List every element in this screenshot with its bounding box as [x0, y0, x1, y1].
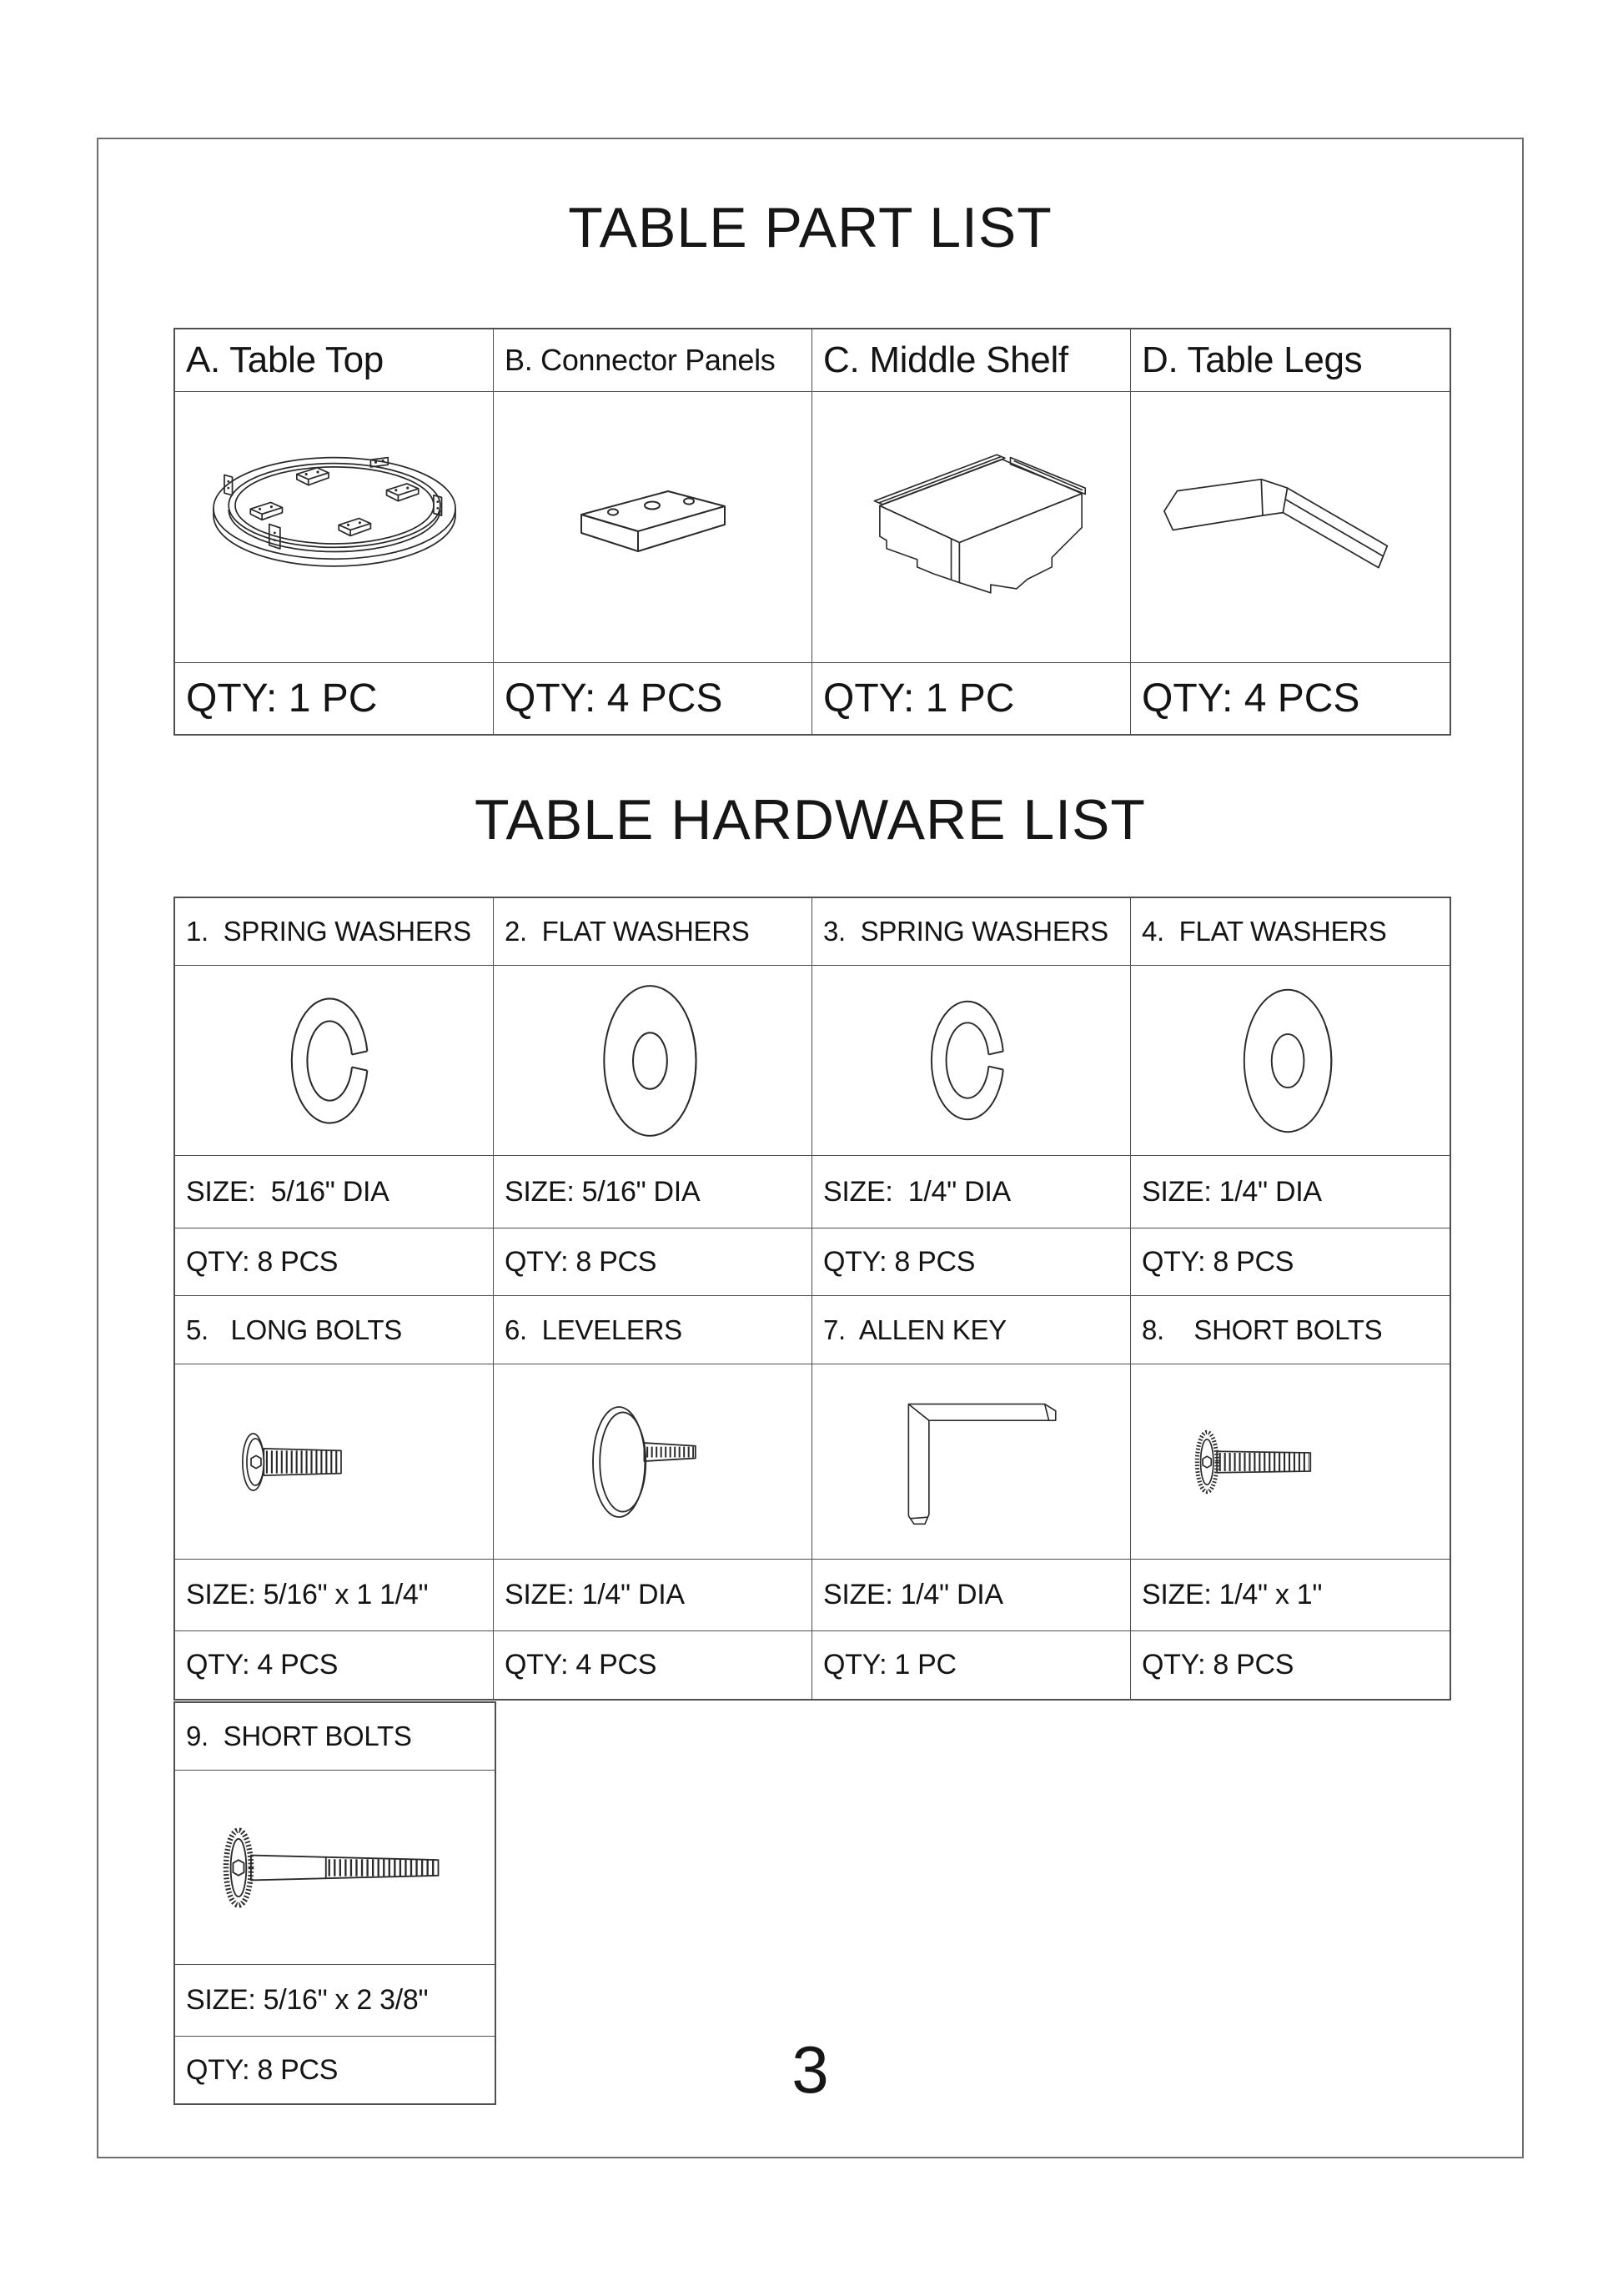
- part-list-title: TABLE PART LIST: [568, 196, 1053, 259]
- table-leg-drawing: [1153, 455, 1428, 600]
- part-qty-b: QTY: 4 PCS: [494, 663, 812, 734]
- hw-3-size: SIZE: 1/4" DIA: [812, 1156, 1131, 1228]
- hw-2-size: SIZE: 5/16" DIA: [494, 1156, 812, 1228]
- part-header-d: D. Table Legs: [1131, 329, 1450, 392]
- hw-3-label: 3. SPRING WASHERS: [812, 898, 1131, 966]
- hw-8-label: 8. SHORT BOLTS: [1131, 1296, 1450, 1364]
- hw-2-label: 2. FLAT WASHERS: [494, 898, 812, 966]
- table-top-drawing: [197, 433, 472, 621]
- hw-7-label: 7. ALLEN KEY: [812, 1296, 1131, 1364]
- part-header-c: C. Middle Shelf: [812, 329, 1131, 392]
- hw-7-size: SIZE: 1/4" DIA: [812, 1560, 1131, 1631]
- part-list-table: [173, 328, 1451, 736]
- part-qty-d: QTY: 4 PCS: [1142, 676, 1360, 721]
- hw-5-label: 5. LONG BOLTS: [175, 1296, 494, 1364]
- flat-washer-drawing: [1238, 984, 1343, 1138]
- allen-key-drawing: [869, 1384, 1073, 1540]
- hw-9-qty: QTY: 8 PCS: [186, 2053, 339, 2086]
- spring-washer-drawing: [278, 987, 390, 1134]
- hw-4-image: [1131, 966, 1450, 1156]
- part-header-a: A. Table Top: [175, 329, 494, 392]
- page-number: 3: [791, 2032, 829, 2107]
- part-image-d: [1131, 392, 1450, 663]
- hardware-list-title: TABLE HARDWARE LIST: [475, 788, 1146, 852]
- middle-shelf-drawing: [842, 425, 1101, 630]
- hw-3-image: [812, 966, 1131, 1156]
- hw-1-image: [175, 966, 494, 1156]
- hw-8-qty: QTY: 8 PCS: [1142, 1649, 1294, 1681]
- hw-1-label: 1. SPRING WASHERS: [175, 898, 494, 966]
- hw-3-qty: QTY: 8 PCS: [812, 1228, 1131, 1296]
- part-image-c: [812, 392, 1131, 663]
- hardware-list-table: [173, 897, 1451, 1701]
- part-header-b: B. Connector Panels: [494, 329, 812, 392]
- part-qty-c: QTY: 1 PC: [812, 663, 1131, 734]
- hw-8-image: [1131, 1364, 1450, 1560]
- hw-6-size: SIZE: 1/4" DIA: [494, 1560, 812, 1631]
- part-image-b: [494, 392, 812, 663]
- hw-1-qty: QTY: 8 PCS: [175, 1228, 494, 1296]
- hw-4-size: SIZE: 1/4" DIA: [1131, 1156, 1450, 1228]
- long-bolt-drawing: [228, 1419, 440, 1505]
- hw-5-image: [175, 1364, 494, 1560]
- hw-9-image: [175, 1771, 495, 1965]
- hw-7-qty: QTY: 1 PC: [812, 1631, 1131, 1699]
- connector-panel-drawing: [570, 481, 736, 573]
- hw-9-label: 9. SHORT BOLTS: [175, 1703, 495, 1771]
- hw-8-size: SIZE: 1/4" x 1": [1131, 1560, 1450, 1631]
- leveler-drawing: [584, 1397, 721, 1527]
- part-image-a: [175, 392, 494, 663]
- spring-washer-drawing: [918, 991, 1025, 1130]
- hw-9-size: SIZE: 5/16" x 2 3/8": [175, 1965, 495, 2037]
- hw-5-qty: QTY: 4 PCS: [175, 1631, 494, 1699]
- part-qty-a: QTY: 1 PC: [175, 663, 494, 734]
- knurled-long-bolt-drawing: [210, 1813, 460, 1922]
- hw-6-qty: QTY: 4 PCS: [494, 1631, 812, 1699]
- hw-6-image: [494, 1364, 812, 1560]
- hw-2-qty: QTY: 8 PCS: [494, 1228, 812, 1296]
- hw-7-image: [812, 1364, 1131, 1560]
- hw-6-label: 6. LEVELERS: [494, 1296, 812, 1364]
- hw-4-label: 4. FLAT WASHERS: [1131, 898, 1450, 966]
- hw-4-qty: QTY: 8 PCS: [1131, 1228, 1450, 1296]
- short-bolt-drawing: [1184, 1419, 1397, 1505]
- flat-washer-drawing: [597, 980, 708, 1142]
- hw-2-image: [494, 966, 812, 1156]
- hw-5-size: SIZE: 5/16" x 1 1/4": [175, 1560, 494, 1631]
- hw-1-size: SIZE: 5/16" DIA: [175, 1156, 494, 1228]
